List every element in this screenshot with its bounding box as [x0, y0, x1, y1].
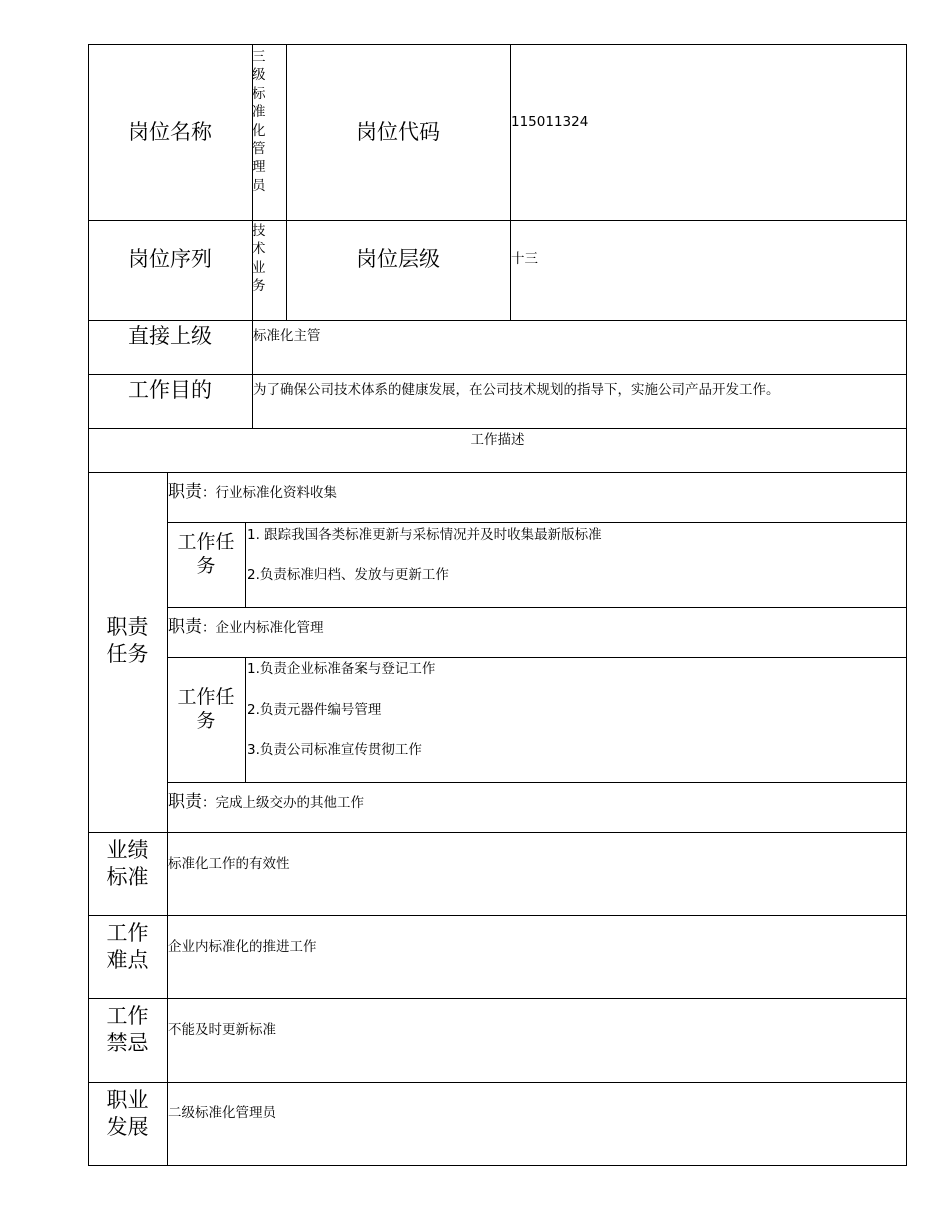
career-label: 职业 发展: [106, 1088, 149, 1139]
duty-text: ：行业标准化资料收集: [202, 485, 337, 501]
performance-label: 业绩 标准: [106, 838, 149, 889]
career-value: 二级标准化管理员: [168, 1105, 276, 1121]
position-name-label: 岗位名称: [128, 119, 212, 144]
duty-3: [168, 787, 364, 812]
position-series-value: 技 术 业 务: [252, 223, 266, 295]
position-code-label: 岗位代码: [356, 119, 440, 144]
purpose-value: 为了确保公司技术体系的健康发展，在公司技术规划的指导下，实施公司产品开发工作。: [253, 382, 780, 398]
task-label-2: 工作任 务: [177, 686, 235, 732]
difficulty-label: 工作 难点: [106, 921, 149, 972]
description-title: 工作描述: [470, 432, 525, 448]
position-level-label: 岗位层级: [356, 246, 440, 271]
task-label-1: 工作任 务: [177, 531, 235, 577]
duty-2: [168, 612, 324, 637]
duty-label: 职责: [168, 792, 202, 812]
task-2-2: 2.负责元器件编号管理: [247, 702, 382, 718]
task-2-1: 1.负责企业标准备案与登记工作: [247, 661, 436, 677]
purpose-label: 工作目的: [128, 377, 212, 402]
taboo-value: 不能及时更新标准: [168, 1022, 276, 1038]
position-code-value: 115011324: [511, 114, 589, 130]
difficulty-value: 企业内标准化的推进工作: [168, 939, 317, 955]
taboo-label: 工作 禁忌: [106, 1004, 149, 1055]
position-level-value: 十三: [511, 251, 538, 267]
task-1-1: 1. 跟踪我国各类标准更新与采标情况并及时收集最新版标准: [247, 527, 602, 543]
position-series-label: 岗位序列: [128, 246, 212, 271]
duty-label: 职责: [168, 617, 202, 637]
duty-1: [168, 477, 337, 502]
performance-value: 标准化工作的有效性: [168, 856, 290, 872]
supervisor-value: 标准化主管: [253, 328, 321, 344]
supervisor-label: 直接上级: [128, 323, 212, 348]
duty-text: ：企业内标准化管理: [202, 620, 324, 636]
task-2-3: 3.负责公司标准宣传贯彻工作: [247, 742, 422, 758]
task-1-2: 2.负责标准归档、发放与更新工作: [247, 567, 449, 583]
duty-label: 职责: [168, 482, 202, 502]
position-name-value: 三 级 标 准 化 管 理 员: [252, 49, 266, 194]
duties-section-label: 职责 任务: [106, 615, 149, 666]
duty-text: ：完成上级交办的其他工作: [202, 795, 364, 811]
